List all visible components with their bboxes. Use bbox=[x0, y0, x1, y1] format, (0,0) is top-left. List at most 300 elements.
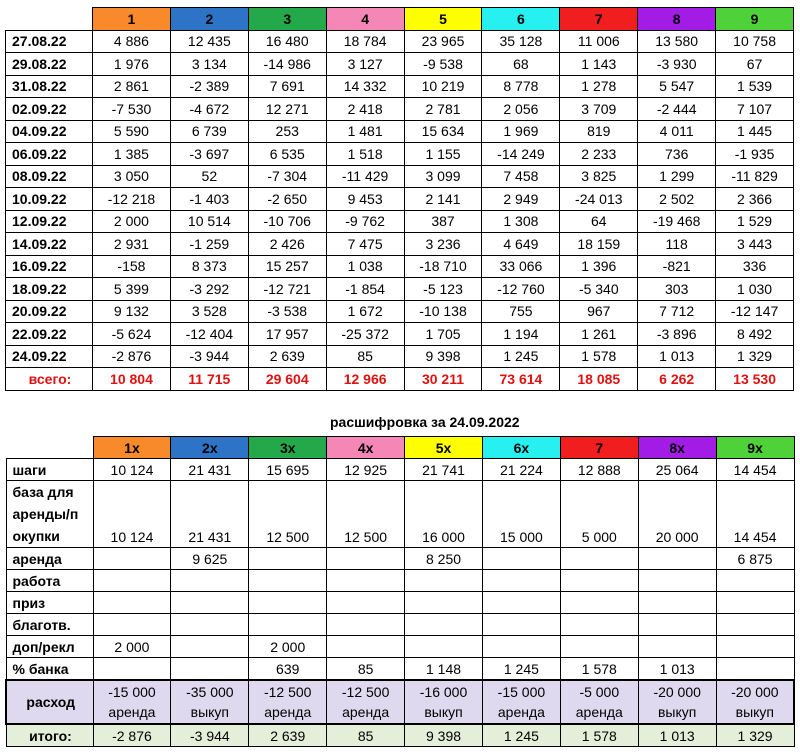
total-cell: 13 530 bbox=[716, 368, 794, 391]
breakdown-cell bbox=[482, 592, 560, 614]
expense-cell bbox=[93, 680, 171, 724]
table-row bbox=[6, 143, 794, 166]
value-cell: 14 332 bbox=[326, 75, 404, 98]
table-row bbox=[6, 53, 794, 76]
breakdown-header-3: 3х bbox=[249, 437, 327, 459]
expense-amount: -15 000 bbox=[497, 684, 546, 700]
expense-type: аренда bbox=[108, 704, 156, 720]
value-cell: 1 445 bbox=[716, 120, 794, 143]
value-cell: 3 825 bbox=[560, 165, 638, 188]
value-cell: 1 385 bbox=[93, 143, 171, 166]
value-cell: 8 492 bbox=[716, 323, 794, 346]
value-cell: 1 013 bbox=[638, 345, 716, 368]
column-header-4: 4 bbox=[326, 8, 404, 31]
value-cell: -2 650 bbox=[248, 188, 326, 211]
breakdown-cell bbox=[327, 570, 405, 592]
breakdown-cell: 21 224 bbox=[482, 459, 560, 481]
expense-cell bbox=[327, 680, 405, 724]
value-cell: 85 bbox=[326, 345, 404, 368]
final-cell: 1 245 bbox=[482, 724, 560, 747]
value-cell: -14 986 bbox=[248, 53, 326, 76]
breakdown-row-rent bbox=[6, 548, 794, 570]
value-cell: -19 468 bbox=[638, 210, 716, 233]
column-header-3: 3 bbox=[248, 8, 326, 31]
value-cell: 2 366 bbox=[716, 188, 794, 211]
value-cell: 1 396 bbox=[560, 255, 638, 278]
value-cell: 3 050 bbox=[93, 165, 171, 188]
value-cell: 7 691 bbox=[248, 75, 326, 98]
value-cell: 11 006 bbox=[560, 30, 638, 53]
final-cell: 85 bbox=[327, 724, 405, 747]
value-cell: 1 539 bbox=[716, 75, 794, 98]
expense-label: расход bbox=[6, 680, 93, 724]
breakdown-cell: 12 888 bbox=[560, 459, 638, 481]
final-cell: 1 013 bbox=[638, 724, 716, 747]
value-cell: -7 530 bbox=[93, 98, 171, 121]
table-row bbox=[6, 323, 794, 346]
column-header-8: 8 bbox=[638, 8, 716, 31]
value-cell: 2 931 bbox=[93, 233, 171, 256]
value-cell: 3 236 bbox=[404, 233, 482, 256]
value-cell: 1 194 bbox=[482, 323, 560, 346]
breakdown-header-1: 1х bbox=[93, 437, 171, 459]
breakdown-cell: 6 875 bbox=[716, 548, 794, 570]
expense-amount: -20 000 bbox=[731, 684, 779, 700]
value-cell: -11 429 bbox=[326, 165, 404, 188]
value-cell: 1 481 bbox=[326, 120, 404, 143]
date-cell: 29.08.22 bbox=[6, 53, 93, 76]
value-cell: 12 435 bbox=[170, 30, 248, 53]
value-cell: 1 705 bbox=[404, 323, 482, 346]
breakdown-cell bbox=[249, 548, 327, 570]
final-cell: -2 876 bbox=[93, 724, 171, 747]
value-cell: 5 547 bbox=[638, 75, 716, 98]
breakdown-cell: 5 000 bbox=[560, 481, 638, 548]
value-cell: 2 861 bbox=[93, 75, 171, 98]
breakdown-cell bbox=[249, 570, 327, 592]
breakdown-cell bbox=[405, 636, 483, 658]
total-cell: 29 604 bbox=[248, 368, 326, 391]
breakdown-cell bbox=[482, 614, 560, 636]
final-cell: 2 639 bbox=[249, 724, 327, 747]
breakdown-cell bbox=[171, 614, 249, 636]
value-cell: 8 778 bbox=[482, 75, 560, 98]
table-row bbox=[6, 210, 794, 233]
date-cell: 10.09.22 bbox=[6, 188, 93, 211]
expense-amount: -35 000 bbox=[186, 684, 234, 700]
value-cell: 4 649 bbox=[482, 233, 560, 256]
column-header-5: 5 bbox=[404, 8, 482, 31]
breakdown-cell: 25 064 bbox=[638, 459, 716, 481]
value-cell: -10 138 bbox=[404, 300, 482, 323]
value-cell: 3 528 bbox=[170, 300, 248, 323]
table-row bbox=[6, 120, 794, 143]
breakdown-header-5: 5х bbox=[405, 437, 483, 459]
value-cell: 1 969 bbox=[482, 120, 560, 143]
breakdown-cell: 21 741 bbox=[405, 459, 483, 481]
breakdown-cell bbox=[560, 614, 638, 636]
value-cell: 18 784 bbox=[326, 30, 404, 53]
column-header-7: 7 bbox=[560, 8, 638, 31]
breakdown-cell: 12 925 bbox=[327, 459, 405, 481]
value-cell: -12 404 bbox=[170, 323, 248, 346]
total-row bbox=[6, 368, 794, 391]
value-cell: 819 bbox=[560, 120, 638, 143]
breakdown-cell bbox=[249, 592, 327, 614]
breakdown-cell bbox=[405, 570, 483, 592]
breakdown-cell: 14 454 bbox=[716, 481, 794, 548]
expense-type: аренда bbox=[575, 704, 623, 720]
expense-amount: -12 500 bbox=[341, 684, 390, 700]
value-cell: 8 373 bbox=[170, 255, 248, 278]
date-cell: 08.09.22 bbox=[6, 165, 93, 188]
breakdown-cell bbox=[171, 658, 249, 681]
column-header-9: 9 bbox=[716, 8, 794, 31]
header-row bbox=[6, 8, 794, 31]
value-cell: 64 bbox=[560, 210, 638, 233]
value-cell: 35 128 bbox=[482, 30, 560, 53]
breakdown-row-charity bbox=[6, 614, 794, 636]
value-cell: 1 245 bbox=[482, 345, 560, 368]
value-cell: -7 304 bbox=[248, 165, 326, 188]
breakdown-header-8: 8х bbox=[638, 437, 716, 459]
breakdown-cell bbox=[171, 570, 249, 592]
expense-amount: -20 000 bbox=[653, 684, 701, 700]
value-cell: -2 444 bbox=[638, 98, 716, 121]
breakdown-row-prize bbox=[6, 592, 794, 614]
value-cell: 1 518 bbox=[326, 143, 404, 166]
value-cell: -2 389 bbox=[170, 75, 248, 98]
breakdown-cell: 15 000 bbox=[482, 481, 560, 548]
value-cell: 253 bbox=[248, 120, 326, 143]
breakdown-cell bbox=[560, 570, 638, 592]
value-cell: 2 141 bbox=[404, 188, 482, 211]
value-cell: 1 143 bbox=[560, 53, 638, 76]
total-cell: 11 715 bbox=[170, 368, 248, 391]
breakdown-cell: 9 625 bbox=[171, 548, 249, 570]
table-row bbox=[6, 278, 794, 301]
table-row bbox=[6, 75, 794, 98]
breakdown-cell bbox=[716, 570, 794, 592]
value-cell: 2 000 bbox=[93, 210, 171, 233]
table-row bbox=[6, 345, 794, 368]
breakdown-cell bbox=[716, 658, 794, 681]
breakdown-cell bbox=[716, 592, 794, 614]
row-label: работа bbox=[6, 570, 93, 592]
value-cell: -821 bbox=[638, 255, 716, 278]
expense-type: аренда bbox=[342, 704, 390, 720]
value-cell: -12 721 bbox=[248, 278, 326, 301]
breakdown-cell bbox=[405, 614, 483, 636]
value-cell: -4 672 bbox=[170, 98, 248, 121]
value-cell: 3 127 bbox=[326, 53, 404, 76]
value-cell: 1 529 bbox=[716, 210, 794, 233]
total-cell: 10 804 bbox=[93, 368, 171, 391]
breakdown-cell: 1 013 bbox=[638, 658, 716, 681]
breakdown-cell: 2 000 bbox=[249, 636, 327, 658]
value-cell: -18 710 bbox=[404, 255, 482, 278]
breakdown-row-base bbox=[6, 481, 794, 548]
final-cell: 1 578 bbox=[560, 724, 638, 747]
value-cell: 23 965 bbox=[404, 30, 482, 53]
expense-type: выкуп bbox=[657, 704, 697, 720]
breakdown-cell: 21 431 bbox=[171, 481, 249, 548]
expense-amount: -16 000 bbox=[419, 684, 468, 700]
breakdown-row-work bbox=[6, 570, 794, 592]
expense-amount: -12 500 bbox=[263, 684, 312, 700]
date-cell: 04.09.22 bbox=[6, 120, 93, 143]
breakdown-cell bbox=[93, 592, 171, 614]
date-cell: 24.09.22 bbox=[6, 345, 93, 368]
breakdown-header-9: 9х bbox=[716, 437, 794, 459]
row-label: доп/рекл bbox=[6, 636, 93, 658]
breakdown-header-6: 6х bbox=[482, 437, 560, 459]
breakdown-cell: 16 000 bbox=[405, 481, 483, 548]
breakdown-cell: 20 000 bbox=[638, 481, 716, 548]
value-cell: -9 762 bbox=[326, 210, 404, 233]
value-cell: 3 443 bbox=[716, 233, 794, 256]
breakdown-cell bbox=[327, 548, 405, 570]
value-cell: 68 bbox=[482, 53, 560, 76]
value-cell: 2 426 bbox=[248, 233, 326, 256]
value-cell: 1 299 bbox=[638, 165, 716, 188]
row-label: аренда bbox=[6, 548, 93, 570]
row-label: % банка bbox=[6, 658, 93, 681]
breakdown-cell bbox=[482, 570, 560, 592]
breakdown-cell bbox=[560, 548, 638, 570]
value-cell: -12 147 bbox=[716, 300, 794, 323]
table-row bbox=[6, 165, 794, 188]
value-cell: 7 475 bbox=[326, 233, 404, 256]
breakdown-cell bbox=[327, 636, 405, 658]
breakdown-cell: 10 124 bbox=[93, 481, 171, 548]
breakdown-cell bbox=[327, 592, 405, 614]
expense-cell bbox=[405, 680, 483, 724]
breakdown-cell bbox=[560, 592, 638, 614]
value-cell: 1 308 bbox=[482, 210, 560, 233]
value-cell: 12 271 bbox=[248, 98, 326, 121]
breakdown-cell: 2 000 bbox=[93, 636, 171, 658]
value-cell: 5 590 bbox=[93, 120, 171, 143]
value-cell: 336 bbox=[716, 255, 794, 278]
value-cell: 2 502 bbox=[638, 188, 716, 211]
value-cell: 67 bbox=[716, 53, 794, 76]
value-cell: 15 634 bbox=[404, 120, 482, 143]
total-cell: 18 085 bbox=[560, 368, 638, 391]
breakdown-cell: 8 250 bbox=[405, 548, 483, 570]
total-cell: 6 262 bbox=[638, 368, 716, 391]
breakdown-cell: 14 454 bbox=[716, 459, 794, 481]
date-cell: 06.09.22 bbox=[6, 143, 93, 166]
expense-cell bbox=[560, 680, 638, 724]
column-header-1: 1 bbox=[93, 8, 171, 31]
breakdown-cell: 12 500 bbox=[249, 481, 327, 548]
breakdown-cell bbox=[171, 592, 249, 614]
breakdown-cell: 639 bbox=[249, 658, 327, 681]
value-cell: 755 bbox=[482, 300, 560, 323]
value-cell: -12 218 bbox=[93, 188, 171, 211]
date-cell: 27.08.22 bbox=[6, 30, 93, 53]
value-cell: 2 949 bbox=[482, 188, 560, 211]
value-cell: 1 038 bbox=[326, 255, 404, 278]
value-cell: 3 099 bbox=[404, 165, 482, 188]
final-label: итого: bbox=[6, 724, 93, 747]
value-cell: 2 056 bbox=[482, 98, 560, 121]
date-cell: 18.09.22 bbox=[6, 278, 93, 301]
value-cell: 1 578 bbox=[560, 345, 638, 368]
value-cell: 3 709 bbox=[560, 98, 638, 121]
value-cell: -3 538 bbox=[248, 300, 326, 323]
breakdown-cell bbox=[638, 548, 716, 570]
expense-amount: -15 000 bbox=[108, 684, 156, 700]
value-cell: -5 340 bbox=[560, 278, 638, 301]
column-header-6: 6 bbox=[482, 8, 560, 31]
breakdown-title: расшифровка за 24.09.2022 bbox=[330, 414, 520, 430]
value-cell: 5 399 bbox=[93, 278, 171, 301]
value-cell: -3 944 bbox=[170, 345, 248, 368]
value-cell: -10 706 bbox=[248, 210, 326, 233]
breakdown-cell bbox=[716, 614, 794, 636]
value-cell: -12 760 bbox=[482, 278, 560, 301]
value-cell: 1 030 bbox=[716, 278, 794, 301]
value-cell: -1 935 bbox=[716, 143, 794, 166]
breakdown-cell bbox=[93, 548, 171, 570]
table-row bbox=[6, 30, 794, 53]
value-cell: 6 535 bbox=[248, 143, 326, 166]
breakdown-cell: 12 500 bbox=[327, 481, 405, 548]
expense-type: аренда bbox=[497, 704, 545, 720]
breakdown-row-steps bbox=[6, 459, 794, 481]
value-cell: -3 896 bbox=[638, 323, 716, 346]
value-cell: -2 876 bbox=[93, 345, 171, 368]
results-table bbox=[5, 7, 794, 391]
breakdown-cell bbox=[93, 614, 171, 636]
value-cell: 7 107 bbox=[716, 98, 794, 121]
expense-cell bbox=[716, 680, 794, 724]
value-cell: 13 580 bbox=[638, 30, 716, 53]
value-cell: 1 261 bbox=[560, 323, 638, 346]
breakdown-cell bbox=[638, 570, 716, 592]
table-row bbox=[6, 300, 794, 323]
expense-type: аренда bbox=[264, 704, 312, 720]
breakdown-cell bbox=[560, 636, 638, 658]
value-cell: 967 bbox=[560, 300, 638, 323]
breakdown-cell bbox=[93, 570, 171, 592]
total-cell: 73 614 bbox=[482, 368, 560, 391]
table-row bbox=[6, 233, 794, 256]
breakdown-cell bbox=[638, 636, 716, 658]
value-cell: -1 854 bbox=[326, 278, 404, 301]
value-cell: 118 bbox=[638, 233, 716, 256]
date-cell: 16.09.22 bbox=[6, 255, 93, 278]
value-cell: -3 292 bbox=[170, 278, 248, 301]
expense-cell bbox=[171, 680, 249, 724]
breakdown-cell: 21 431 bbox=[171, 459, 249, 481]
value-cell: 9 132 bbox=[93, 300, 171, 323]
value-cell: 2 639 bbox=[248, 345, 326, 368]
row-label: приз bbox=[6, 592, 93, 614]
value-cell: 10 514 bbox=[170, 210, 248, 233]
date-cell: 12.09.22 bbox=[6, 210, 93, 233]
final-total-row bbox=[6, 724, 794, 747]
expense-type: выкуп bbox=[190, 704, 230, 720]
value-cell: 4 011 bbox=[638, 120, 716, 143]
breakdown-header-2: 2х bbox=[171, 437, 249, 459]
value-cell: 6 739 bbox=[170, 120, 248, 143]
value-cell: -5 624 bbox=[93, 323, 171, 346]
row-label: шаги bbox=[6, 459, 93, 481]
breakdown-cell: 1 578 bbox=[560, 658, 638, 681]
value-cell: 1 976 bbox=[93, 53, 171, 76]
expense-type: выкуп bbox=[735, 704, 774, 720]
value-cell: -1 259 bbox=[170, 233, 248, 256]
value-cell: -25 372 bbox=[326, 323, 404, 346]
final-cell: -3 944 bbox=[171, 724, 249, 747]
value-cell: -24 013 bbox=[560, 188, 638, 211]
breakdown-row-bank bbox=[6, 658, 794, 681]
table-row bbox=[6, 188, 794, 211]
breakdown-table bbox=[5, 436, 795, 747]
value-cell: 2 233 bbox=[560, 143, 638, 166]
value-cell: 52 bbox=[170, 165, 248, 188]
value-cell: -9 538 bbox=[404, 53, 482, 76]
value-cell: 387 bbox=[404, 210, 482, 233]
value-cell: 10 758 bbox=[716, 30, 794, 53]
value-cell: -3 697 bbox=[170, 143, 248, 166]
value-cell: -158 bbox=[93, 255, 171, 278]
date-cell: 14.09.22 bbox=[6, 233, 93, 256]
value-cell: 7 458 bbox=[482, 165, 560, 188]
breakdown-cell bbox=[93, 658, 171, 681]
breakdown-cell bbox=[638, 614, 716, 636]
expense-cell bbox=[638, 680, 716, 724]
breakdown-header-4: 4х bbox=[327, 437, 405, 459]
total-cell: 12 966 bbox=[326, 368, 404, 391]
breakdown-cell: 15 695 bbox=[249, 459, 327, 481]
total-label: всего: bbox=[6, 368, 93, 391]
breakdown-cell: 1 148 bbox=[405, 658, 483, 681]
value-cell: 33 066 bbox=[482, 255, 560, 278]
corner-cell bbox=[6, 437, 93, 459]
value-cell: 15 257 bbox=[248, 255, 326, 278]
value-cell: 17 957 bbox=[248, 323, 326, 346]
value-cell: 736 bbox=[638, 143, 716, 166]
value-cell: 1 329 bbox=[716, 345, 794, 368]
breakdown-cell bbox=[482, 636, 560, 658]
breakdown-cell bbox=[482, 548, 560, 570]
date-cell: 20.09.22 bbox=[6, 300, 93, 323]
final-cell: 1 329 bbox=[716, 724, 794, 747]
value-cell: 16 480 bbox=[248, 30, 326, 53]
final-cell: 9 398 bbox=[405, 724, 483, 747]
breakdown-cell: 85 bbox=[327, 658, 405, 681]
value-cell: -11 829 bbox=[716, 165, 794, 188]
expense-amount: -5 000 bbox=[579, 684, 620, 700]
value-cell: 1 278 bbox=[560, 75, 638, 98]
value-cell: 3 134 bbox=[170, 53, 248, 76]
value-cell: 7 712 bbox=[638, 300, 716, 323]
breakdown-row-ads bbox=[6, 636, 794, 658]
column-header-2: 2 bbox=[170, 8, 248, 31]
date-cell: 22.09.22 bbox=[6, 323, 93, 346]
expense-cell bbox=[249, 680, 327, 724]
breakdown-cell bbox=[171, 636, 249, 658]
expense-cell bbox=[482, 680, 560, 724]
value-cell: 9 398 bbox=[404, 345, 482, 368]
breakdown-cell bbox=[327, 614, 405, 636]
value-cell: 1 155 bbox=[404, 143, 482, 166]
table-row bbox=[6, 98, 794, 121]
